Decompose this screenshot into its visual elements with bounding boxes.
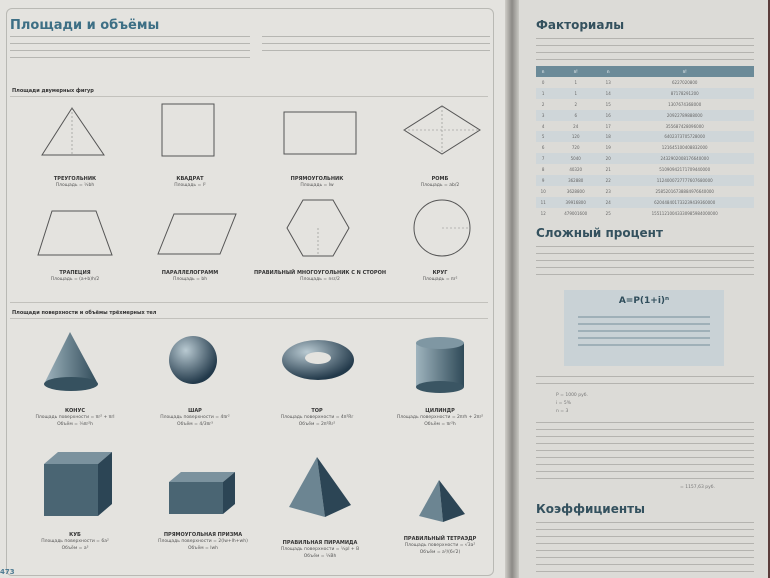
table-cell: 15511210043330985984000000 bbox=[651, 210, 718, 216]
label-pyramid: ПРАВИЛЬНАЯ ПИРАМИДА bbox=[282, 540, 358, 546]
compound-title: Сложный процент bbox=[536, 226, 663, 240]
intro-text-right bbox=[262, 34, 490, 54]
table-cell: 19 bbox=[605, 145, 611, 151]
label-trapezoid: ТРАПЕЦИЯ bbox=[59, 270, 91, 276]
table-cell: 51090942171709440000 bbox=[659, 167, 711, 173]
example-n: n = 3 bbox=[556, 409, 569, 414]
table-header: n bbox=[536, 66, 550, 77]
table-row bbox=[536, 77, 754, 88]
table-cell: 10 bbox=[540, 188, 546, 194]
sphere-figure bbox=[168, 335, 228, 395]
example-p: P = 1000 руб. bbox=[556, 393, 588, 398]
label-rectangle: ПРЯМОУГОЛЬНИК bbox=[290, 176, 344, 182]
label-circle: КРУГ bbox=[432, 270, 448, 276]
formula-square: Площадь = l² bbox=[174, 183, 206, 188]
label-sphere: ШАР bbox=[188, 408, 202, 414]
table-row bbox=[536, 208, 754, 219]
table-cell: 20922789888000 bbox=[615, 110, 754, 121]
table-cell: 6227020800 bbox=[671, 79, 698, 85]
table-cell: 4 bbox=[541, 123, 545, 129]
table-cell: 22 bbox=[601, 175, 615, 186]
example-i: i = 5% bbox=[556, 401, 572, 406]
table-cell: 14 bbox=[601, 88, 615, 99]
table-cell: 24 bbox=[601, 197, 615, 208]
compound-intro bbox=[536, 244, 754, 280]
compound-result-text bbox=[536, 462, 754, 482]
divider bbox=[10, 302, 488, 303]
label-rhombus: РОМБ bbox=[431, 176, 449, 182]
section-solid-heading: Площади поверхности и объёмы трёхмерных тел bbox=[12, 310, 157, 316]
table-cell: 2 bbox=[541, 101, 545, 107]
table-cell: 6402373705728000 bbox=[615, 131, 754, 142]
label-cube: КУБ bbox=[69, 532, 81, 538]
hexagon-figure bbox=[285, 198, 355, 264]
volume-cube: Объём = a³ bbox=[61, 546, 89, 551]
prism-figure bbox=[165, 470, 240, 520]
volume-tetrahedron: Объём = a³/(6√2) bbox=[419, 550, 461, 555]
formula-torus: Площадь поверхности = 4π²Rr bbox=[280, 415, 354, 420]
volume-pyramid: Объём = ⅓Bh bbox=[303, 554, 337, 559]
table-cell: 3628800 bbox=[566, 188, 585, 194]
table-cell: 355687428096000 bbox=[665, 123, 704, 129]
factorials-intro bbox=[536, 36, 754, 60]
table-row bbox=[536, 175, 754, 186]
table-cell: 5040 bbox=[550, 153, 601, 164]
formula-note-line bbox=[578, 316, 710, 318]
volume-cone: Объём = ⅓πr²h bbox=[57, 422, 93, 427]
cylinder-figure bbox=[412, 335, 472, 397]
label-cylinder: ЦИЛИНДР bbox=[425, 408, 455, 414]
table-cell: 12 bbox=[540, 210, 546, 216]
label-tetrahedron: ПРАВИЛЬНЫЙ ТЕТРАЭДР bbox=[403, 536, 477, 542]
table-row bbox=[536, 121, 754, 132]
volume-cylinder: Объём = πr²h bbox=[424, 422, 456, 427]
table-cell: 1 bbox=[550, 88, 601, 99]
table-cell: 6 bbox=[541, 145, 545, 151]
formula-cylinder: Площадь поверхности = 2πrh + 2πr² bbox=[396, 415, 484, 420]
table-cell: 1 bbox=[574, 79, 577, 85]
table-cell: 24 bbox=[573, 123, 579, 129]
page-number: 473 bbox=[0, 568, 15, 576]
table-cell: 13 bbox=[605, 79, 611, 85]
coefficients-title: Коэффициенты bbox=[536, 502, 645, 516]
table-row bbox=[536, 186, 754, 197]
table-cell: 18 bbox=[601, 131, 615, 142]
formula-prism: Площадь поверхности = 2(lw+lh+wh) bbox=[158, 539, 248, 544]
coefficients-text bbox=[536, 520, 754, 574]
parallelogram-figure bbox=[156, 210, 240, 260]
table-row bbox=[536, 142, 754, 153]
table-cell: 1 bbox=[536, 88, 550, 99]
torus-figure bbox=[280, 338, 360, 388]
formula-pyramid: Площадь поверхности = ½pl + B bbox=[280, 547, 360, 552]
compound-example-text bbox=[536, 374, 754, 390]
rectangle-figure bbox=[282, 110, 362, 160]
table-header: n bbox=[601, 66, 615, 77]
formula-parallelogram: Площадь = bh bbox=[172, 277, 208, 282]
divider bbox=[10, 318, 488, 319]
formula-cone: Площадь поверхности = πr² + πrl bbox=[35, 415, 115, 420]
formula-box bbox=[564, 290, 724, 366]
table-cell: 87178291200 bbox=[615, 88, 754, 99]
table-cell: 479001600 bbox=[564, 210, 588, 216]
compound-calc-text bbox=[536, 420, 754, 458]
table-row bbox=[536, 131, 754, 142]
factorials-body bbox=[536, 77, 754, 219]
tetrahedron-figure bbox=[415, 478, 470, 528]
table-header: n! bbox=[550, 66, 601, 77]
divider bbox=[10, 96, 488, 97]
pyramid-figure bbox=[285, 455, 355, 525]
table-cell: 1124000727777607680000 bbox=[615, 175, 754, 186]
factorials-table bbox=[536, 66, 754, 219]
table-cell: 16 bbox=[601, 110, 615, 121]
circle-figure bbox=[412, 198, 478, 264]
table-row bbox=[536, 164, 754, 175]
table-cell: 0 bbox=[541, 79, 545, 85]
table-cell: 17 bbox=[605, 123, 611, 129]
label-prism: ПРЯМОУГОЛЬНАЯ ПРИЗМА bbox=[163, 532, 243, 538]
table-cell: 39916800 bbox=[550, 197, 601, 208]
table-row bbox=[536, 110, 754, 121]
label-parallelogram: ПАРАЛЛЕЛОГРАММ bbox=[161, 270, 219, 276]
label-cone: КОНУС bbox=[64, 408, 86, 414]
label-square: КВАДРАТ bbox=[176, 176, 204, 182]
label-polygon: ПРАВИЛЬНЫЙ МНОГОУГОЛЬНИК С N СТОРОН bbox=[253, 270, 387, 276]
table-cell: 25852016738884976640000 bbox=[655, 188, 714, 194]
formula-note-line bbox=[578, 344, 710, 346]
label-torus: ТОР bbox=[311, 408, 323, 414]
trapezoid-figure bbox=[36, 205, 116, 265]
table-cell: 3 bbox=[536, 110, 550, 121]
formula-cube: Площадь поверхности = 6a² bbox=[41, 539, 109, 544]
table-cell: 2432902008176640000 bbox=[615, 153, 754, 164]
rhombus-figure bbox=[400, 102, 490, 162]
formula-sphere: Площадь поверхности = 4πr² bbox=[160, 415, 230, 420]
formula-circle: Площадь = πr² bbox=[422, 277, 458, 282]
formula-rhombus: Площадь = ab/2 bbox=[420, 183, 460, 188]
triangle-figure bbox=[40, 100, 110, 170]
table-cell: 21 bbox=[605, 167, 611, 173]
table-cell: 7 bbox=[536, 153, 550, 164]
example-total: = 1157,63 руб. bbox=[680, 485, 715, 490]
table-cell: 120 bbox=[550, 131, 601, 142]
table-cell: 8 bbox=[541, 167, 545, 173]
table-cell: 23 bbox=[605, 188, 611, 194]
volume-prism: Объём = lwh bbox=[187, 546, 219, 551]
section-plane-heading: Площади двумерных фигур bbox=[12, 88, 94, 94]
formula-note-line bbox=[578, 337, 710, 339]
table-cell: 40320 bbox=[569, 167, 583, 173]
volume-sphere: Объём = 4/3πr³ bbox=[177, 422, 213, 427]
formula-tetrahedron: Площадь поверхности = √3a² bbox=[404, 543, 476, 548]
table-cell: 9 bbox=[536, 175, 550, 186]
table-cell: 5 bbox=[536, 131, 550, 142]
page-title: Площади и объёмы bbox=[10, 18, 160, 33]
table-cell: 6 bbox=[550, 110, 601, 121]
table-header: n! bbox=[615, 66, 754, 77]
table-row bbox=[536, 99, 754, 110]
table-cell: 1307674368000 bbox=[668, 101, 702, 107]
compound-formula: A=P(1+i)ⁿ bbox=[618, 296, 670, 306]
table-cell: 20 bbox=[601, 153, 615, 164]
formula-note-line bbox=[578, 330, 710, 332]
formula-trapezoid: Площадь = (a+b)h/2 bbox=[50, 277, 100, 282]
formula-polygon: Площадь = nsr/2 bbox=[300, 277, 340, 282]
label-triangle: ТРЕУГОЛЬНИК bbox=[53, 176, 97, 182]
book-gutter bbox=[505, 0, 519, 578]
table-row bbox=[536, 88, 754, 99]
formula-note-line bbox=[578, 323, 710, 325]
table-row bbox=[536, 153, 754, 164]
square-figure bbox=[160, 102, 220, 162]
table-cell: 362880 bbox=[550, 175, 601, 186]
table-cell: 11 bbox=[536, 197, 550, 208]
table-cell: 25 bbox=[605, 210, 611, 216]
table-cell: 121645100408832000 bbox=[661, 145, 708, 151]
table-cell: 620448401733239439360000 bbox=[615, 197, 754, 208]
cone-figure bbox=[40, 330, 110, 394]
table-row bbox=[536, 197, 754, 208]
intro-text-left bbox=[10, 34, 250, 62]
factorials-title: Факториалы bbox=[536, 18, 625, 32]
cube-figure bbox=[40, 450, 120, 520]
formula-triangle: Площадь = ½bh bbox=[55, 183, 95, 188]
volume-torus: Объём = 2π²Rr² bbox=[298, 422, 336, 427]
formula-rectangle: Площадь = lw bbox=[300, 183, 334, 188]
table-cell: 720 bbox=[571, 145, 580, 151]
table-cell: 15 bbox=[605, 101, 611, 107]
table-cell: 2 bbox=[574, 101, 577, 107]
